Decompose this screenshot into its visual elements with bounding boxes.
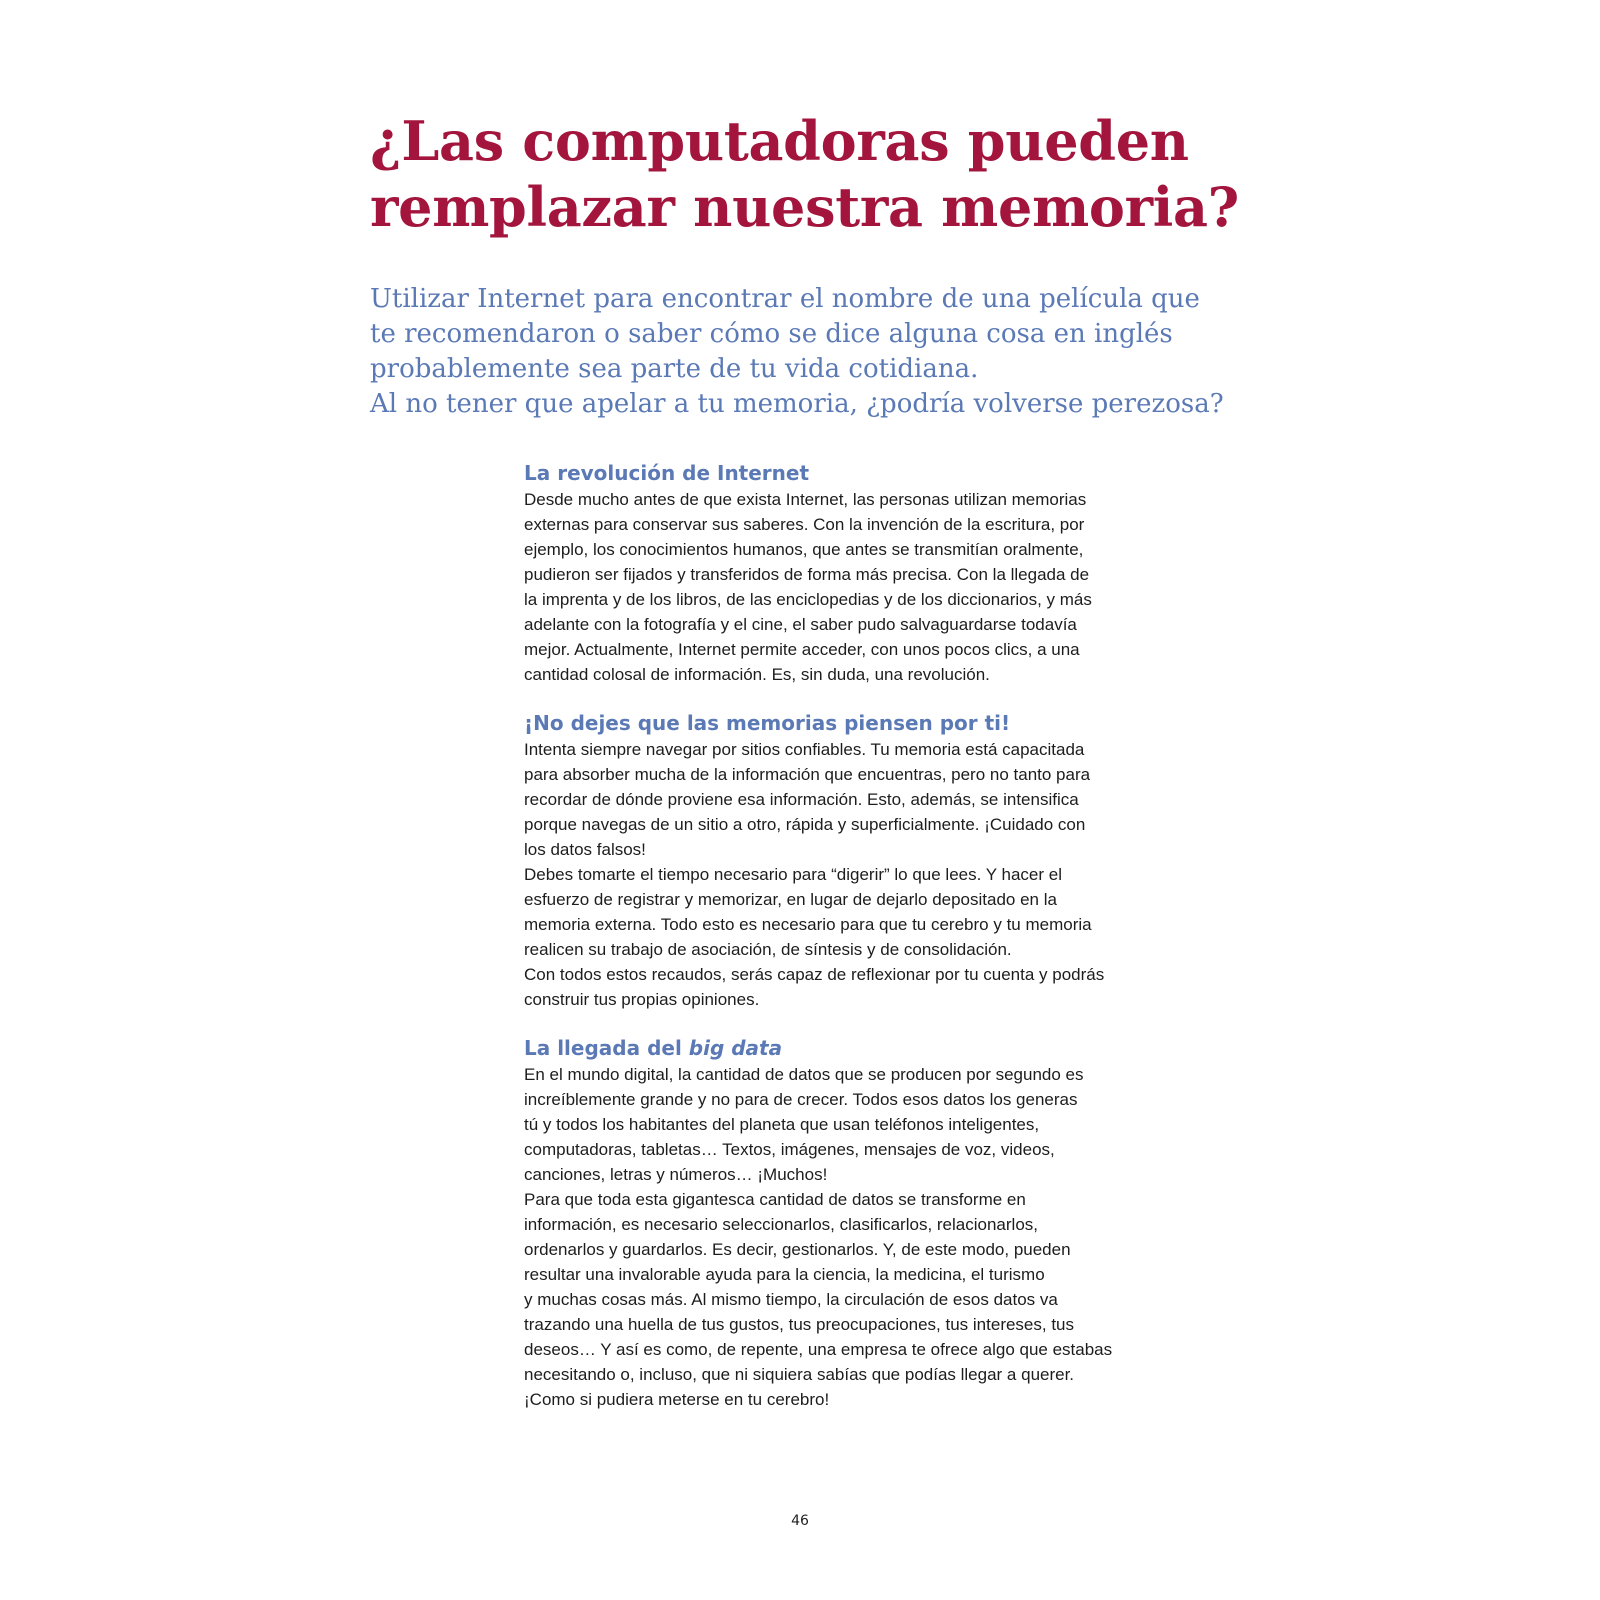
body-line: En el mundo digital, la cantidad de datos que se producen por segundo es — [524, 1065, 1084, 1084]
body-line: Para que toda esta gigantesca cantidad de datos se transforme en — [524, 1190, 1026, 1209]
intro-line: probablemente sea parte de tu vida cotidiana. — [370, 354, 979, 384]
body-line: la imprenta y de los libros, de las enciclopedias y de los diccionarios, y más — [524, 590, 1092, 609]
body-line: necesitando o, incluso, que ni siquiera sabías que podías llegar a querer. — [524, 1365, 1075, 1384]
body-line: canciones, letras y números… ¡Muchos! — [524, 1165, 828, 1184]
body-line: Debes tomarte el tiempo necesario para “digerir” lo que lees. Y hacer el — [524, 865, 1062, 884]
body-line: mejor. Actualmente, Internet permite acceder, con unos pocos clics, a una — [524, 640, 1080, 659]
body-line: los datos falsos! — [524, 840, 646, 859]
section-heading — [524, 1034, 1144, 1062]
body-line: increíblemente grande y no para de crecer. Todos esos datos los generas — [524, 1090, 1078, 1109]
body-line: esfuerzo de registrar y memorizar, en lugar de dejarlo depositado en la — [524, 890, 1057, 909]
body-line: cantidad colosal de información. Es, sin duda, una revolución. — [524, 665, 990, 684]
intro-line: Utilizar Internet para encontrar el nombre de una película que — [370, 284, 1200, 314]
page-title-line: remplazar nuestra memoria? — [370, 175, 1240, 239]
section-heading-prefix: La llegada del — [524, 1036, 689, 1060]
section-body — [524, 487, 1144, 687]
body-line: tú y todos los habitantes del planeta que usan teléfonos inteligentes, — [524, 1115, 1040, 1134]
body-line: pudieron ser fijados y transferidos de forma más precisa. Con la llegada de — [524, 565, 1090, 584]
body-line: ¡Como si pudiera meterse en tu cerebro! — [524, 1390, 830, 1409]
body-line: ejemplo, los conocimientos humanos, que antes se transmitían oralmente, — [524, 540, 1084, 559]
body-line: computadoras, tabletas… Textos, imágenes, mensajes de voz, videos, — [524, 1140, 1055, 1159]
body-line: trazando una huella de tus gustos, tus preocupaciones, tus intereses, tus — [524, 1315, 1075, 1334]
body-line: construir tus propias opiniones. — [524, 990, 760, 1009]
section-dont-let-memories-think — [524, 709, 1144, 1012]
body-line: resultar una invalorable ayuda para la ciencia, la medicina, el turismo — [524, 1265, 1045, 1284]
section-heading: La revolución de Internet — [524, 461, 810, 485]
page-title-line: ¿Las computadoras pueden — [370, 109, 1189, 173]
page-title — [370, 108, 1370, 240]
section-heading-italic: big data — [688, 1036, 783, 1060]
section-body — [524, 1062, 1144, 1412]
intro-paragraph — [370, 282, 1270, 422]
body-line: Con todos estos recaudos, serás capaz de reflexionar por tu cuenta y podrás — [524, 965, 1105, 984]
body-line: adelante con la fotografía y el cine, el saber pudo salvaguardarse todavía — [524, 615, 1077, 634]
body-line: memoria externa. Todo esto es necesario para que tu cerebro y tu memoria — [524, 915, 1092, 934]
body-line: y muchas cosas más. Al mismo tiempo, la circulación de esos datos va — [524, 1290, 1058, 1309]
body-line: información, es necesario seleccionarlos, clasificarlos, relacionarlos, — [524, 1215, 1039, 1234]
intro-line: Al no tener que apelar a tu memoria, ¿podría volverse perezosa? — [370, 389, 1224, 419]
body-line: realicen su trabajo de asociación, de síntesis y de consolidación. — [524, 940, 1012, 959]
page-number: 46 — [791, 1513, 809, 1529]
section-body — [524, 737, 1144, 1012]
body-line: porque navegas de un sitio a otro, rápida y superficialmente. ¡Cuidado con — [524, 815, 1086, 834]
body-line: Intenta siempre navegar por sitios confiables. Tu memoria está capacitada — [524, 740, 1085, 759]
section-internet-revolution — [524, 459, 1144, 687]
section-big-data — [524, 1034, 1144, 1412]
section-heading: ¡No dejes que las memorias piensen por ti! — [524, 711, 1011, 735]
body-line: recordar de dónde proviene esa información. Esto, además, se intensifica — [524, 790, 1079, 809]
body-line: externas para conservar sus saberes. Con la invención de la escritura, por — [524, 515, 1085, 534]
body-line: para absorber mucha de la información que encuentras, pero no tanto para — [524, 765, 1091, 784]
body-line: ordenarlos y guardarlos. Es decir, gestionarlos. Y, de este modo, pueden — [524, 1240, 1071, 1259]
intro-line: te recomendaron o saber cómo se dice alguna cosa en inglés — [370, 319, 1173, 349]
body-line: Desde mucho antes de que exista Internet, las personas utilizan memorias — [524, 490, 1087, 509]
body-line: deseos… Y así es como, de repente, una empresa te ofrece algo que estabas — [524, 1340, 1113, 1359]
